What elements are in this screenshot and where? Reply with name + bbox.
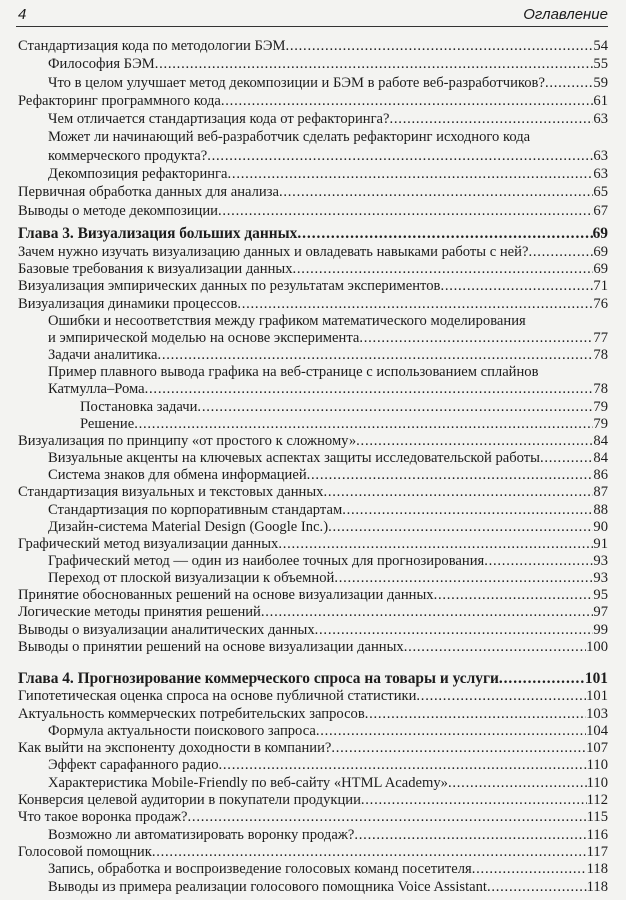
toc-entry[interactable] bbox=[18, 467, 608, 484]
dot-leader bbox=[365, 706, 586, 723]
toc-entry-title-continued: коммерческого продукта? bbox=[48, 147, 208, 164]
toc-entry-item[interactable] bbox=[18, 639, 608, 656]
toc-entry[interactable] bbox=[18, 296, 608, 313]
dot-leader bbox=[328, 519, 593, 536]
toc-entry[interactable] bbox=[18, 165, 608, 183]
toc-page-number: 107 bbox=[586, 740, 608, 757]
toc-entry-title: Визуализация динамики процессов bbox=[18, 295, 238, 312]
toc-entry-title: Глава 4. Прогнозирование коммерческого спроса на товары и услуги bbox=[18, 670, 499, 687]
toc-entry-title: Задачи аналитика bbox=[48, 347, 158, 364]
toc-entry-line bbox=[18, 364, 608, 381]
toc-entry-title: Формула актуальности поискового запроса bbox=[48, 722, 316, 739]
toc-entry-item[interactable] bbox=[18, 604, 608, 621]
dot-leader bbox=[157, 347, 593, 364]
toc-entry-title: Возможно ли автоматизировать воронку продаж? bbox=[48, 826, 355, 843]
page-number: 4 bbox=[18, 6, 27, 23]
toc-page-number: 90 bbox=[593, 518, 608, 535]
toc-entry-item[interactable] bbox=[18, 278, 608, 295]
dot-leader bbox=[390, 110, 594, 128]
toc-page-number: 104 bbox=[586, 722, 608, 739]
toc-entry-title: Визуализация эмпирических данных по результатам экспериментов bbox=[18, 278, 441, 295]
dot-leader bbox=[293, 261, 594, 278]
toc-entry-title: Визуальные акценты на ключевых аспектах защиты исследовательской работы bbox=[48, 450, 540, 467]
toc-entry-title: Рефакторинг программного кода bbox=[18, 92, 221, 109]
toc-page-number: 79 bbox=[593, 415, 608, 432]
dot-leader bbox=[316, 723, 586, 740]
running-title: Оглавление bbox=[523, 6, 608, 23]
toc-entry[interactable] bbox=[18, 587, 608, 604]
toc-entry[interactable] bbox=[18, 92, 608, 110]
toc-entry[interactable] bbox=[18, 536, 608, 553]
toc-page-number: 78 bbox=[593, 347, 608, 364]
toc-entry-item[interactable] bbox=[18, 110, 608, 128]
toc-page-number: 93 bbox=[593, 570, 608, 587]
toc-entry[interactable] bbox=[18, 639, 608, 656]
toc-page-number: 101 bbox=[584, 670, 608, 687]
toc-entry[interactable] bbox=[18, 775, 608, 792]
toc-entry[interactable] bbox=[18, 416, 608, 433]
toc-entry[interactable] bbox=[18, 809, 608, 826]
toc-page-number: 95 bbox=[593, 587, 608, 604]
toc-entry-item[interactable] bbox=[18, 416, 608, 433]
toc-page-number: 99 bbox=[593, 621, 608, 638]
dot-leader bbox=[228, 165, 594, 183]
toc-entry-title: Эффект сарафанного радио bbox=[48, 757, 219, 774]
toc-entry-line bbox=[18, 128, 608, 146]
toc-page-number: 63 bbox=[593, 111, 608, 128]
toc-entry-title: Глава 3. Визуализация больших данных bbox=[18, 225, 298, 242]
toc-entry-title-continued: Катмулла–Рома bbox=[48, 381, 145, 398]
toc-entry-title: Голосовой помощник bbox=[18, 843, 152, 860]
toc-entry-line bbox=[18, 147, 608, 165]
toc-entry-item[interactable] bbox=[18, 165, 608, 183]
toc-page-number: 87 bbox=[593, 484, 608, 501]
toc-entry[interactable] bbox=[18, 74, 608, 92]
toc-page-number: 55 bbox=[593, 56, 608, 73]
toc-page-number: 118 bbox=[586, 861, 608, 878]
toc-entry-title: Графический метод — один из наиболее точных для прогнозирования bbox=[48, 552, 485, 569]
toc-page-number: 69 bbox=[593, 244, 608, 261]
toc-entry[interactable] bbox=[18, 519, 608, 536]
toc-entry[interactable] bbox=[18, 879, 608, 896]
toc-entry-title: Ошибки и несоответствия между графиком математического моделирования bbox=[48, 312, 526, 329]
toc-entry-title: Что такое воронка продаж? bbox=[18, 809, 188, 826]
dot-leader bbox=[261, 604, 594, 621]
dot-leader bbox=[279, 183, 593, 201]
dot-leader bbox=[315, 622, 594, 639]
toc-entry[interactable] bbox=[18, 110, 608, 128]
dot-leader bbox=[188, 809, 587, 826]
toc-chapter-heading-item[interactable] bbox=[18, 225, 608, 242]
toc-entry-title: Философия БЭМ bbox=[48, 56, 155, 73]
dot-leader bbox=[487, 879, 587, 896]
toc-entry-title: Чем отличается стандартизация кода от рефакторинга? bbox=[48, 111, 390, 128]
toc-page-number: 78 bbox=[593, 381, 608, 398]
toc-page-number: 115 bbox=[586, 809, 608, 826]
dot-leader bbox=[545, 74, 593, 92]
dot-leader bbox=[472, 861, 587, 878]
dot-leader bbox=[285, 37, 593, 55]
toc-entry-item[interactable] bbox=[18, 775, 608, 792]
toc-page-number: 71 bbox=[593, 278, 608, 295]
toc-entry-item[interactable] bbox=[18, 433, 608, 450]
toc-page-number: 91 bbox=[593, 535, 608, 552]
toc-entry-item[interactable] bbox=[18, 827, 608, 844]
toc-entry[interactable] bbox=[18, 399, 608, 416]
dot-leader bbox=[237, 296, 593, 313]
toc-entry-title: Конверсия целевой аудитории в покупатели продукции bbox=[18, 792, 361, 809]
toc-page-number: 65 bbox=[593, 184, 608, 201]
dot-leader bbox=[440, 278, 593, 295]
toc-entry[interactable] bbox=[18, 570, 608, 587]
dot-leader bbox=[278, 536, 593, 553]
toc-page-number: 110 bbox=[586, 757, 608, 774]
toc-page-number: 67 bbox=[593, 202, 608, 219]
toc-entry-title: Дизайн-система Material Design (Google Inc.) bbox=[48, 518, 329, 535]
dot-leader bbox=[155, 55, 594, 73]
toc-entry-item[interactable] bbox=[18, 37, 608, 55]
toc-page-number: 76 bbox=[593, 295, 608, 312]
dot-leader bbox=[499, 670, 585, 687]
toc-entry-item[interactable] bbox=[18, 879, 608, 896]
toc-entry-item[interactable] bbox=[18, 484, 608, 501]
toc-entry[interactable] bbox=[18, 244, 608, 261]
dot-leader bbox=[528, 244, 593, 261]
toc-entry[interactable] bbox=[18, 553, 608, 570]
toc-entry-item[interactable] bbox=[18, 688, 608, 705]
dot-leader bbox=[323, 484, 593, 501]
toc-entry-item[interactable] bbox=[18, 313, 608, 347]
toc-entry-item[interactable] bbox=[18, 587, 608, 604]
toc-entry-line bbox=[18, 330, 608, 347]
toc-page-number: 112 bbox=[586, 792, 608, 809]
toc-page-number: 88 bbox=[593, 501, 608, 518]
dot-leader bbox=[361, 792, 587, 809]
toc-entry[interactable] bbox=[18, 261, 608, 278]
toc-entry[interactable] bbox=[18, 861, 608, 878]
toc-page-number: 118 bbox=[586, 878, 608, 895]
toc-page-number: 84 bbox=[593, 432, 608, 449]
toc-entry-item[interactable] bbox=[18, 92, 608, 110]
dot-leader bbox=[356, 433, 593, 450]
toc-entry-item[interactable] bbox=[18, 519, 608, 536]
toc-page-number: 63 bbox=[593, 147, 608, 164]
dot-leader bbox=[434, 587, 594, 604]
toc-entry-title: Графический метод визуализации данных bbox=[18, 535, 279, 552]
toc-chapter-heading-item[interactable] bbox=[18, 670, 608, 687]
toc-entry-title: Логические методы принятия решений bbox=[18, 604, 261, 621]
toc-entry-title-continued: и эмпирической моделью на основе эксперимента bbox=[48, 329, 360, 346]
toc-page-number: 63 bbox=[593, 166, 608, 183]
toc-entry-title: Гипотетическая оценка спроса на основе публичной статистики bbox=[18, 688, 417, 705]
dot-leader bbox=[359, 330, 593, 347]
dot-leader bbox=[354, 827, 586, 844]
toc-page-number: 117 bbox=[586, 843, 608, 860]
toc-entry-item[interactable] bbox=[18, 706, 608, 723]
dot-leader bbox=[218, 202, 593, 220]
toc-entry-title: Характеристика Mobile-Friendly по веб-сайту «HTML Academy» bbox=[48, 774, 448, 791]
dot-leader bbox=[448, 775, 587, 792]
dot-leader bbox=[221, 92, 594, 110]
toc-page-number: 101 bbox=[586, 688, 608, 705]
toc-entry-item[interactable] bbox=[18, 553, 608, 570]
toc-entry-item[interactable] bbox=[18, 128, 608, 165]
toc-entry-title: Как выйти на экспоненту доходности в компании? bbox=[18, 740, 332, 757]
dot-leader bbox=[342, 502, 593, 519]
toc-entry[interactable] bbox=[18, 484, 608, 501]
toc-entry-title: Актуальность коммерческих потребительских запросов bbox=[18, 705, 365, 722]
toc-entry[interactable] bbox=[18, 450, 608, 467]
toc-entry[interactable] bbox=[18, 688, 608, 705]
toc-entry[interactable] bbox=[18, 278, 608, 295]
dot-leader bbox=[297, 225, 592, 242]
toc-entry-title: Визуализация по принципу «от простого к сложному» bbox=[18, 432, 357, 449]
toc-entry[interactable] bbox=[18, 723, 608, 740]
toc-entry-title: Что в целом улучшает метод декомпозиции и БЭМ в работе веб-разработчиков? bbox=[48, 74, 545, 91]
toc-entry-title: Выводы о методе декомпозиции bbox=[18, 202, 218, 219]
toc-entry[interactable] bbox=[18, 433, 608, 450]
toc-entry[interactable] bbox=[18, 183, 608, 201]
toc-entry-title: Решение bbox=[80, 415, 135, 432]
dot-leader bbox=[145, 381, 594, 398]
toc-entry-title: Принятие обоснованных решений на основе визуализации данных bbox=[18, 587, 434, 604]
dot-leader bbox=[331, 740, 586, 757]
toc-page-number: 79 bbox=[593, 398, 608, 415]
toc-entry-item[interactable] bbox=[18, 55, 608, 73]
dot-leader bbox=[152, 844, 587, 861]
toc-entry-item[interactable] bbox=[18, 757, 608, 774]
toc-entry[interactable] bbox=[18, 844, 608, 861]
toc-entry[interactable] bbox=[18, 37, 608, 55]
toc-section-chapter-4 bbox=[18, 670, 608, 896]
toc-page-number: 100 bbox=[586, 638, 608, 655]
dot-leader bbox=[404, 639, 586, 656]
toc-entry-item[interactable] bbox=[18, 364, 608, 398]
toc-entry-line bbox=[18, 313, 608, 330]
toc-entry-title: Выводы о визуализации аналитических данных bbox=[18, 621, 315, 638]
toc-entry-title: Декомпозиция рефакторинга bbox=[48, 166, 228, 183]
toc-entry-item[interactable] bbox=[18, 74, 608, 92]
toc-page-number: 86 bbox=[593, 467, 608, 484]
toc-entry-item[interactable] bbox=[18, 261, 608, 278]
dot-leader bbox=[307, 467, 594, 484]
running-header bbox=[16, 4, 608, 27]
toc-entry-item[interactable] bbox=[18, 183, 608, 201]
toc-page-number: 59 bbox=[593, 74, 608, 91]
toc-page-number: 93 bbox=[593, 552, 608, 569]
toc-entry-item[interactable] bbox=[18, 244, 608, 261]
toc-entry[interactable] bbox=[18, 604, 608, 621]
toc-entry-item[interactable] bbox=[18, 740, 608, 757]
toc-chapter-heading[interactable] bbox=[18, 225, 608, 242]
toc-page-number: 97 bbox=[593, 604, 608, 621]
dot-leader bbox=[484, 553, 593, 570]
toc-entry-title: Зачем нужно изучать визуализацию данных и овладевать навыками работы с ней? bbox=[18, 244, 529, 261]
toc-entry-item[interactable] bbox=[18, 467, 608, 484]
dot-leader bbox=[134, 416, 593, 433]
toc-page-number: 116 bbox=[586, 826, 608, 843]
toc-entry-item[interactable] bbox=[18, 399, 608, 416]
toc-page-number: 103 bbox=[586, 705, 608, 722]
toc-page-number: 84 bbox=[593, 450, 608, 467]
toc-entry-title: Система знаков для обмена информацией bbox=[48, 467, 307, 484]
toc-entry-item[interactable] bbox=[18, 296, 608, 313]
toc-entry[interactable] bbox=[18, 202, 608, 220]
toc-entry-item[interactable] bbox=[18, 202, 608, 220]
toc-entry-line bbox=[18, 381, 608, 398]
toc-section-chapter-3 bbox=[18, 225, 608, 656]
toc-page-number: 61 bbox=[593, 92, 608, 109]
dot-leader bbox=[416, 688, 586, 705]
toc-entry-item[interactable] bbox=[18, 450, 608, 467]
dot-leader bbox=[197, 399, 593, 416]
toc-entry[interactable] bbox=[18, 502, 608, 519]
toc-entry-title: Стандартизация по корпоративным стандартам bbox=[48, 501, 343, 518]
toc-entry-item[interactable] bbox=[18, 723, 608, 740]
toc-entry-item[interactable] bbox=[18, 347, 608, 364]
toc-page-number: 110 bbox=[586, 774, 608, 791]
toc-entry[interactable] bbox=[18, 792, 608, 809]
toc-page-number: 77 bbox=[593, 329, 608, 346]
toc-entry-item[interactable] bbox=[18, 502, 608, 519]
toc-entry-item[interactable] bbox=[18, 570, 608, 587]
toc-page-number: 69 bbox=[593, 261, 608, 278]
toc-entry[interactable] bbox=[18, 622, 608, 639]
toc-entry-item[interactable] bbox=[18, 536, 608, 553]
toc-entry[interactable] bbox=[18, 347, 608, 364]
toc-entry-title: Выводы из примера реализации голосового помощника Voice Assistant bbox=[48, 878, 487, 895]
dot-leader bbox=[219, 757, 587, 774]
toc-entry-title: Может ли начинающий веб-разработчик сделать рефакторинг исходного кода bbox=[48, 129, 531, 146]
toc-entry-item[interactable] bbox=[18, 861, 608, 878]
dot-leader bbox=[334, 570, 593, 587]
toc-entry-title: Первичная обработка данных для анализа bbox=[18, 184, 279, 201]
toc-entry-title: Стандартизация визуальных и текстовых данных bbox=[18, 484, 324, 501]
toc-page-number: 69 bbox=[592, 225, 608, 242]
dot-leader bbox=[540, 450, 593, 467]
toc-entry-title: Базовые требования к визуализации данных bbox=[18, 261, 293, 278]
toc-entry-title: Переход от плоской визуализации к объемной bbox=[48, 570, 335, 587]
toc-entry[interactable] bbox=[18, 740, 608, 757]
toc-entry-item[interactable] bbox=[18, 622, 608, 639]
toc-entry-title: Запись, обработка и воспроизведение голосовых команд посетителя bbox=[48, 861, 472, 878]
toc-entry[interactable] bbox=[18, 55, 608, 73]
toc-entry[interactable] bbox=[18, 706, 608, 723]
toc-entry-title: Выводы о принятии решений на основе визуализации данных bbox=[18, 638, 404, 655]
toc-entry-title: Пример плавного вывода графика на веб-странице с использованием сплайнов bbox=[48, 364, 539, 381]
toc-entry[interactable] bbox=[18, 827, 608, 844]
dot-leader bbox=[207, 147, 593, 165]
toc-entry-title: Постановка задачи bbox=[80, 398, 198, 415]
toc-entry-item[interactable] bbox=[18, 809, 608, 826]
toc-entry-item[interactable] bbox=[18, 792, 608, 809]
toc-page-number: 54 bbox=[593, 38, 608, 54]
toc-chapter-heading[interactable] bbox=[18, 670, 608, 687]
toc-entry-item[interactable] bbox=[18, 844, 608, 861]
toc-section-chapter-2-tail bbox=[18, 37, 608, 220]
toc-entry-title: Стандартизация кода по методологии БЭМ bbox=[18, 38, 286, 54]
toc-entry[interactable] bbox=[18, 757, 608, 774]
